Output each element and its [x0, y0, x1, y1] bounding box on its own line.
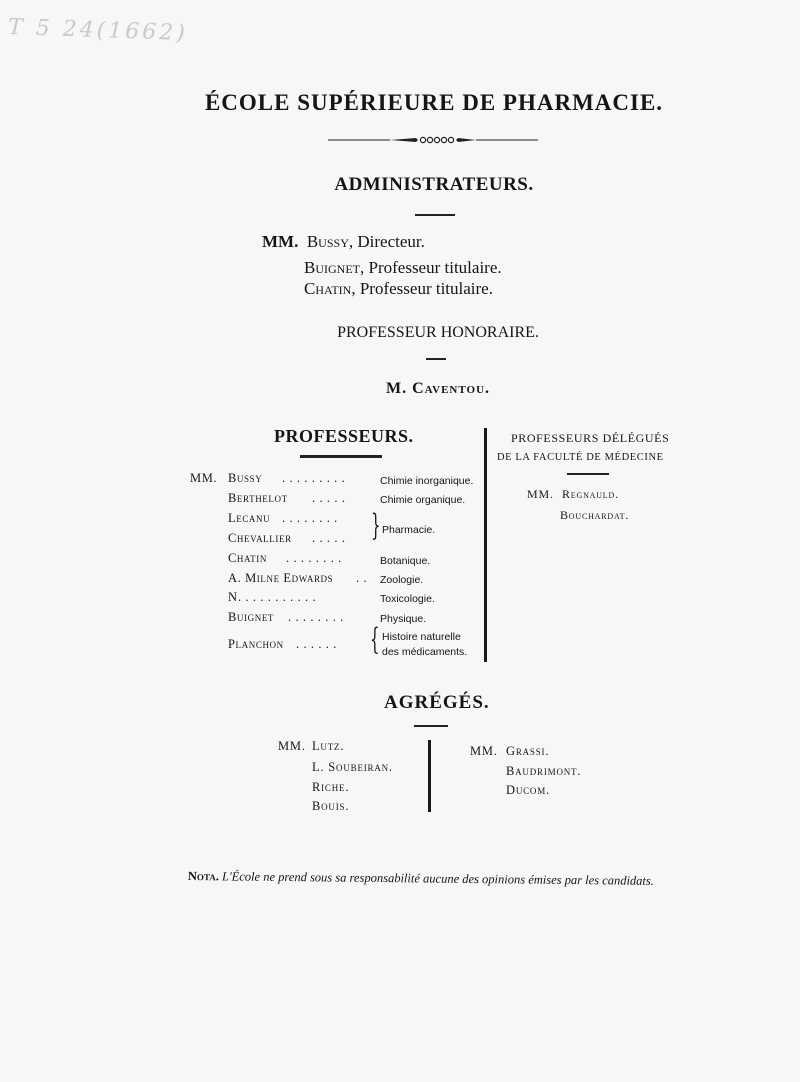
agreges-heading: AGRÉGÉS. [384, 692, 490, 713]
agrege-name: Ducom. [506, 783, 550, 797]
professor-subject-group: Pharmacie. [382, 524, 436, 536]
brace-icon: { [370, 622, 380, 657]
professor-subject: des médicaments. [382, 646, 468, 658]
professor-subject: Histoire naturelle [382, 631, 461, 643]
leader-dots: . . . . . . . . [282, 511, 338, 525]
divider [415, 214, 455, 216]
professors-heading: PROFESSEURS. [274, 426, 414, 446]
administrator-role: , Professeur titulaire. [351, 279, 493, 298]
administrators-heading: ADMINISTRATEURS. [334, 174, 534, 195]
professor-subject: Physique. [380, 613, 427, 625]
administrator-role: , Directeur. [348, 232, 425, 251]
professor-name: Buignet [228, 610, 275, 624]
leader-dots: . . . . . [312, 531, 346, 545]
professor-name: Lecanu [228, 511, 271, 525]
professor-subject: Chimie organique. [380, 494, 466, 506]
administrator-entry [262, 232, 425, 252]
divider [567, 473, 609, 475]
delegates-heading: PROFESSEURS DÉLÉGUÉS [511, 431, 670, 445]
administrator-entry [304, 258, 502, 278]
delegate-name: Bouchardat. [560, 508, 630, 522]
administrator-name: Chatin [304, 279, 352, 298]
agrege-name: Bouis. [312, 799, 350, 813]
column-divider [428, 740, 431, 812]
professor-subject: Botanique. [380, 555, 431, 567]
administrator-name: Bussy [306, 232, 349, 251]
professor-name: N [228, 590, 238, 604]
ornament-divider [328, 133, 538, 147]
nota-text: L'École ne prend sous sa responsabilité aucune des opinions émises par les candidats. [221, 869, 655, 888]
agrege-name: L. Soubeiran. [312, 760, 393, 774]
divider [426, 358, 446, 360]
leader-dots: . . . . . [312, 491, 346, 505]
professor-name: Bussy [228, 471, 263, 485]
professor-name: Chevallier [228, 531, 292, 545]
column-divider [484, 428, 487, 662]
leader-dots: . . . . . . . . [288, 610, 344, 624]
prefix: MM. [262, 232, 299, 251]
professor-name: Berthelot [228, 491, 288, 505]
agrege-name: Riche. [312, 780, 350, 794]
agrege-name: Baudrimont. [506, 764, 582, 778]
brace-icon: } [371, 508, 381, 543]
handwritten-shelfmark: T 5 24(1662) [7, 14, 189, 47]
honorary-heading: PROFESSEUR HONORAIRE. [337, 324, 539, 341]
leader-dots: . . . . . . . . . . . [238, 590, 317, 604]
agrege-prefix: MM. [278, 739, 306, 753]
leader-dots: . . . . . . . . . [282, 471, 346, 485]
administrator-entry [304, 279, 493, 299]
delegates-subheading: DE LA FACULTÉ DE MÉDECINE [497, 452, 664, 463]
administrator-role: , Professeur titulaire. [360, 258, 502, 277]
honorary-name: M. Caventou. [385, 380, 491, 397]
professor-subject: Toxicologie. [380, 593, 435, 605]
delegate-prefix: MM. [527, 487, 554, 501]
leader-dots: . . . . . . [296, 637, 337, 651]
school-title: ÉCOLE SUPÉRIEURE DE PHARMACIE. [204, 90, 664, 115]
divider [414, 725, 448, 727]
nota-note [188, 868, 688, 889]
professor-name: A. Milne Edwards [228, 571, 334, 585]
agrege-prefix: MM. [470, 744, 498, 758]
administrator-name: Buignet [304, 258, 360, 277]
nota-label: Nota. [187, 868, 219, 884]
leader-dots: . . [356, 571, 368, 585]
professor-name: Chatin [228, 551, 267, 565]
divider [300, 455, 382, 458]
professor-subject: Chimie inorganique. [380, 475, 474, 487]
agrege-name: Grassi. [506, 744, 550, 758]
professor-prefix: MM. [190, 471, 218, 485]
professor-subject: Zoologie. [380, 574, 424, 586]
leader-dots: . . . . . . . . [286, 551, 342, 565]
agrege-name: Lutz. [312, 739, 345, 753]
delegate-name: Regnauld. [562, 487, 619, 501]
professor-name: Planchon [228, 637, 284, 651]
